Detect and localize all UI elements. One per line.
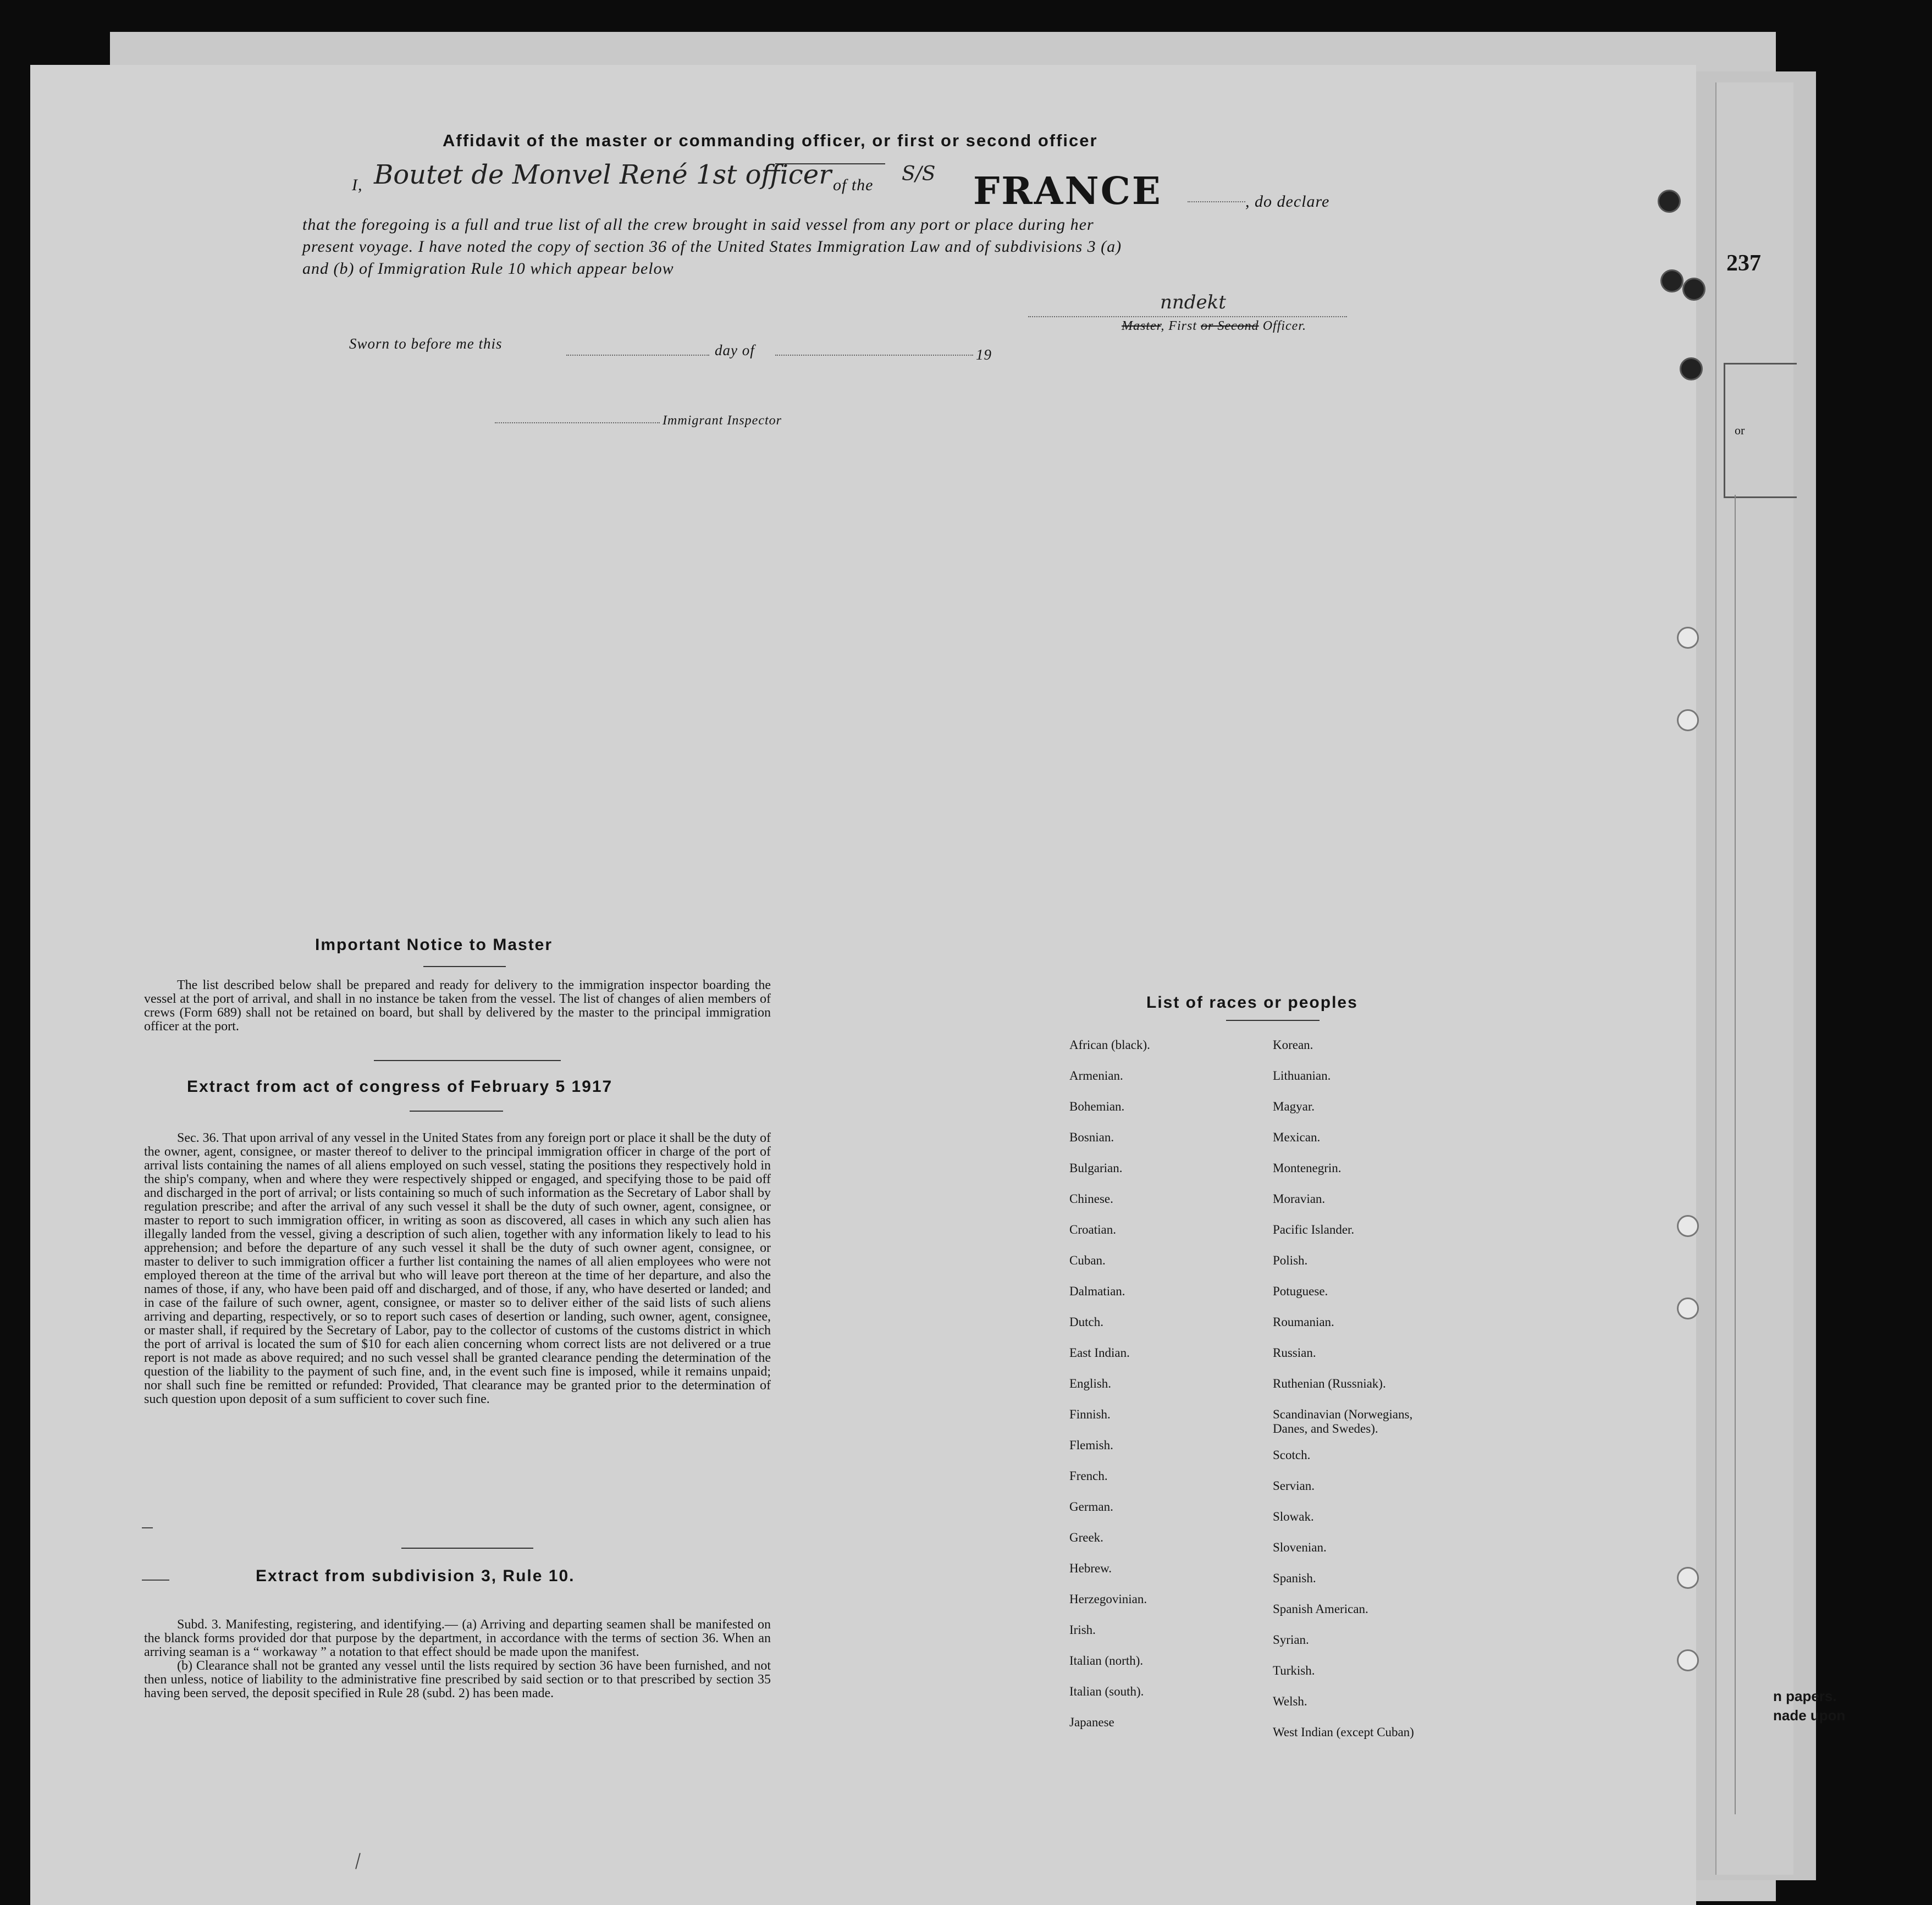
notice-divider (374, 1060, 561, 1061)
race-right-item-8: Potuguese. (1273, 1284, 1328, 1298)
race-left-item-19: Irish. (1069, 1623, 1096, 1637)
binder-hole-8 (1677, 1297, 1699, 1319)
race-right-item-20: Turkish. (1273, 1664, 1315, 1677)
race-left-item-1: Armenian. (1069, 1069, 1123, 1083)
signature-caption-master: Master (1122, 319, 1161, 333)
race-right-item-11: Ruthenian (Russniak). (1273, 1377, 1386, 1390)
binder-hole-7 (1677, 1215, 1699, 1237)
binder-hole-2 (1660, 269, 1683, 292)
signature-caption-first: , First (1161, 319, 1201, 333)
binder-hole-4 (1680, 357, 1703, 380)
signature-line (1028, 316, 1347, 317)
races-title: List of races or peoples (1146, 993, 1358, 1012)
notice-title: Important Notice to Master (315, 936, 553, 954)
race-right-item-5: Moravian. (1273, 1192, 1326, 1206)
sworn-day-line (566, 355, 709, 356)
underlying-or-text: or (1735, 423, 1745, 437)
race-left-item-12: Finnish. (1069, 1407, 1111, 1421)
race-left-item-22: Japanese (1069, 1715, 1114, 1729)
affidavit-of-the: of the (833, 176, 874, 194)
subd-3-b-text: (b) Clearance shall not be granted any vessel until the lists required by section 36 have been furnished, and not then unless, notice of liability to the administrative fine prescribed by said section or to that prescribed by section 35 having been served, the deposit specified in Rule 28 (subd. 2) has been made. (144, 1659, 771, 1700)
race-right-item-19: Syrian. (1273, 1633, 1309, 1647)
race-right-item-2: Magyar. (1273, 1100, 1315, 1113)
race-right-item-6: Pacific Islander. (1273, 1223, 1355, 1236)
underlying-page-right-edge-2 (1715, 82, 1793, 1875)
races-title-rule (1226, 1020, 1320, 1021)
sworn-month-line (775, 355, 973, 356)
vessel-name-line (1188, 201, 1245, 202)
notice-body (144, 979, 771, 1034)
binder-hole-9 (1677, 1567, 1699, 1589)
sworn-day-of: day of (715, 342, 755, 358)
signature-caption-struck: or Second (1201, 319, 1259, 333)
signature-caption (1122, 319, 1306, 334)
affidavit-line-2: that the foregoing is a full and true list of all the crew brought in said vessel from any port or place during her (302, 216, 1094, 234)
races-right-column (1273, 1038, 1449, 1756)
sworn-text: Sworn to before me this (349, 335, 503, 352)
affidavit-title: Affidavit of the master or commanding officer, or first or second officer (443, 131, 1098, 150)
margin-tick-2 (142, 1580, 169, 1581)
race-right-item-17: Spanish. (1273, 1571, 1316, 1585)
race-right-item-18: Spanish American. (1273, 1602, 1368, 1616)
underlying-form-line (1735, 495, 1736, 1814)
race-left-item-15: German. (1069, 1500, 1113, 1514)
inspector-caption: Immigrant Inspector (663, 413, 782, 428)
extract-act-body (144, 1131, 771, 1406)
vessel-name: FRANCE (973, 169, 1162, 213)
race-left-item-11: English. (1069, 1377, 1112, 1390)
race-right-item-0: Korean. (1273, 1038, 1313, 1052)
subd-3-a-text: Subd. 3. Manifesting, registering, and identifying.— (a) Arriving and departing seamen shall be manifested on the blanck forms provided dor that purpose by the department, in accordance with the terms of section 36. When an arriving seaman is a “ workaway ” a notation to that effect should be made upon the manifest. (144, 1617, 771, 1659)
binder-hole-3 (1682, 278, 1705, 301)
notice-title-rule (423, 966, 506, 967)
race-left-item-8: Dalmatian. (1069, 1284, 1125, 1298)
races-left-column (1069, 1038, 1150, 1746)
extract-rule-body (144, 1618, 771, 1700)
race-left-item-20: Italian (north). (1069, 1654, 1144, 1667)
race-left-item-7: Cuban. (1069, 1254, 1106, 1267)
extract-act-title: Extract from act of congress of February 5 1917 (187, 1078, 613, 1096)
binder-hole-5 (1677, 627, 1699, 649)
race-right-item-3: Mexican. (1273, 1130, 1321, 1144)
race-left-item-10: East Indian. (1069, 1346, 1130, 1360)
extract-rule-title: Extract from subdivision 3, Rule 10. (256, 1567, 575, 1585)
section-36-text: Sec. 36. That upon arrival of any vessel in the United States from any foreign port or place it shall be the duty of the owner, agent, consignee, or master thereof to deliver to the principal immigration officer in charge of the port of arrival lists containing the names of all aliens employed on such vessel, stating the positions they respectively hold in the ship's company, when and where they were respectively shipped or engaged, and specifying those to be paid off and discharged in the port of arrival; or lists containing so much of such information as the Secretary of Labor shall by regulation prescribe; and after the arrival of any such vessel it shall be the duty of such owner, agent, consignee, or master to report to such immigration officer, in writing as soon as discovered, all cases in which any such alien has illegally landed from the vessel, giving a description of such alien, together with any information likely to lead to his apprehension; and before the departure of any such vessel it shall be the duty of such owner agent, consignee, or master to deliver to such immigration officer a further list containing the names of all alien employees who were not employed thereon at the time of the arrival but who will leave port thereon at the time of her departure, and also the names of those, if any, who have been paid off and discharged, and of those, if any, who have deserted or landed; and in case of the failure of such owner, agent, consignee, or master so to deliver either of the said lists of such aliens arriving and departing, respectively, or so to report such cases of desertion or landing, such owner, agent, consignee, or master shall, if required by the Secretary of Labor, pay to the collector of customs of the customs district in which the port of arrival is located the sum of $10 for each alien concerning whom correct lists are not delivered or a true report is not made as above required; and no such vessel shall be granted clearance pending the determination of the question of the liability to the payment of such fine, and, in the event such fine is imposed, while it remains unpaid; nor shall such fine be remitted or refunded: Provided, That clearance may be granted prior to the determination of such question upon deposit of a sum sufficient to cover such fine. (144, 1131, 771, 1406)
binder-hole-1 (1658, 190, 1681, 213)
inspector-line (495, 422, 660, 423)
race-right-item-10: Russian. (1273, 1346, 1316, 1360)
extract-act-title-rule (410, 1111, 503, 1112)
master-signature: nndekt (1160, 291, 1226, 313)
affidavit-line-4: and (b) of Immigration Rule 10 which appear below (302, 259, 674, 278)
race-left-item-9: Dutch. (1069, 1315, 1103, 1329)
race-left-item-5: Chinese. (1069, 1192, 1113, 1206)
page-number-237: 237 (1726, 251, 1761, 276)
race-left-item-4: Bulgarian. (1069, 1161, 1123, 1175)
race-right-item-14: Servian. (1273, 1479, 1315, 1493)
affidavit-i: I, (352, 176, 363, 194)
race-right-item-1: Lithuanian. (1273, 1069, 1331, 1083)
race-left-item-2: Bohemian. (1069, 1100, 1125, 1113)
race-right-item-4: Montenegrin. (1273, 1161, 1342, 1175)
race-left-item-14: French. (1069, 1469, 1108, 1483)
margin-tick (142, 1527, 153, 1528)
affidavit-do-declare: , do declare (1245, 192, 1330, 211)
race-left-item-3: Bosnian. (1069, 1130, 1114, 1144)
race-right-item-9: Roumanian. (1273, 1315, 1334, 1329)
race-left-item-16: Greek. (1069, 1531, 1103, 1544)
race-right-item-16: Slovenian. (1273, 1540, 1327, 1554)
race-right-item-12: Scandinavian (Norwegians, Danes, and Swedes). (1273, 1407, 1413, 1435)
binder-hole-6 (1677, 709, 1699, 731)
race-right-item-15: Slowak. (1273, 1510, 1314, 1523)
underlying-papers-text-2: nade upon (1773, 1707, 1846, 1724)
race-left-item-21: Italian (south). (1069, 1685, 1144, 1698)
officer-name-handwritten: Boutet de Monvel René 1st officer (374, 159, 832, 190)
notice-paragraph: The list described below shall be prepared and ready for delivery to the immigration inspector boarding the vessel at the port of arrival, and shall in no instance be taken from the vessel. The list of changes of alien members of crews (Form 689) shall not be retained on board, but shall by delivered by the master to the principal immigration officer at the port. (144, 978, 771, 1034)
vessel-prefix-handwritten: S/S (902, 163, 936, 185)
race-left-item-0: African (black). (1069, 1038, 1150, 1052)
affidavit-line-3: present voyage. I have noted the copy of section 36 of the United States Immigration Law and of subdivisions 3 (a) (302, 238, 1122, 256)
race-right-item-22: West Indian (except Cuban) (1273, 1725, 1414, 1739)
race-left-item-18: Herzegovinian. (1069, 1592, 1147, 1606)
extract-act-divider (401, 1548, 533, 1549)
underlying-papers-text-1: n papers. (1773, 1688, 1837, 1704)
binder-hole-10 (1677, 1649, 1699, 1671)
sworn-year: 19 (976, 346, 992, 363)
race-right-item-13: Scotch. (1273, 1448, 1311, 1462)
signature-caption-officer: Officer. (1258, 319, 1307, 333)
race-left-item-17: Hebrew. (1069, 1561, 1112, 1575)
race-right-item-7: Polish. (1273, 1254, 1308, 1267)
race-left-item-13: Flemish. (1069, 1438, 1113, 1452)
race-right-item-21: Welsh. (1273, 1694, 1307, 1708)
race-left-item-6: Croatian. (1069, 1223, 1116, 1236)
